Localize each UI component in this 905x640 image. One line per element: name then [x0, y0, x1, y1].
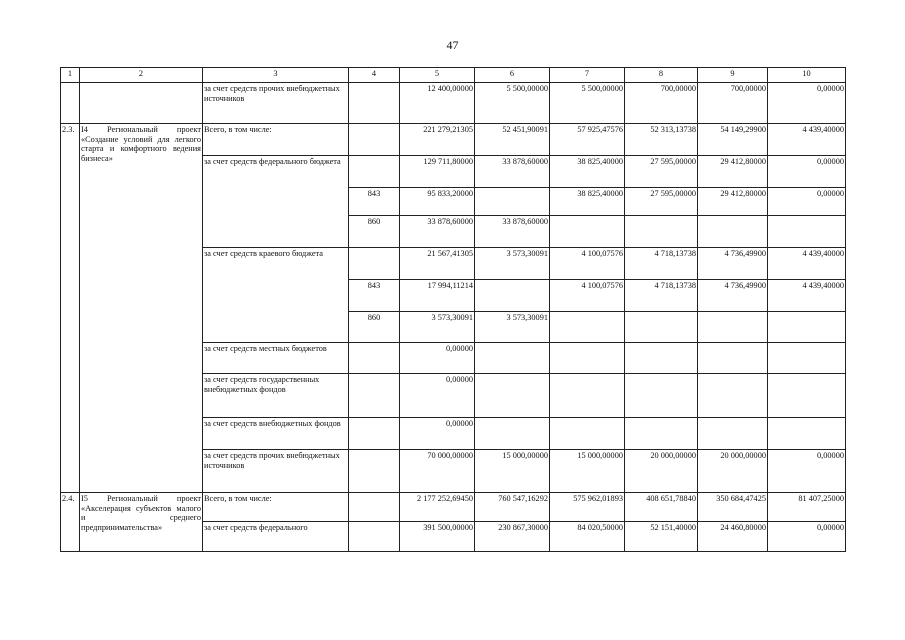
- value-col8: 700,00000: [625, 83, 698, 124]
- value-col10: [768, 374, 846, 418]
- value-col6: 33 878,60000: [475, 156, 550, 188]
- value-col9: 54 149,29900: [698, 124, 768, 156]
- page-number: 47: [446, 38, 459, 52]
- value-col9: 350 684,47425: [698, 493, 768, 522]
- header-cell-7: 7: [550, 68, 625, 83]
- header-cell-3: 3: [203, 68, 349, 83]
- value-col5: 3 573,30091: [400, 312, 475, 343]
- value-col5: 391 500,00000: [400, 522, 475, 552]
- value-col6: 230 867,30000: [475, 522, 550, 552]
- value-col10: 0,00000: [768, 83, 846, 124]
- code-cell: [349, 343, 400, 374]
- table-body: [61, 68, 846, 552]
- value-col9: [698, 216, 768, 248]
- value-col6: 3 573,30091: [475, 312, 550, 343]
- header-cell-1: 1: [61, 68, 80, 83]
- value-col6: [475, 418, 550, 450]
- project-name-cell: I4 Региональный проект «Создание условий для легкого старта и комфортного ведения бизнеса»: [80, 124, 203, 493]
- value-col5: 129 711,80000: [400, 156, 475, 188]
- value-col10: 81 407,25000: [768, 493, 846, 522]
- value-col5: 2 177 252,69450: [400, 493, 475, 522]
- code-cell: [349, 450, 400, 493]
- project-name-cell: [80, 83, 203, 124]
- value-col7: 38 825,40000: [550, 188, 625, 216]
- value-col8: 27 595,00000: [625, 188, 698, 216]
- value-col9: [698, 418, 768, 450]
- table-row: [61, 83, 846, 124]
- code-cell: [349, 374, 400, 418]
- value-col7: 15 000,00000: [550, 450, 625, 493]
- value-col5: 33 878,60000: [400, 216, 475, 248]
- value-col7: [550, 216, 625, 248]
- value-col10: [768, 343, 846, 374]
- value-col5: 17 994,11214: [400, 280, 475, 312]
- source-label: Всего, в том числе:: [203, 493, 349, 522]
- code-cell: [349, 124, 400, 156]
- value-col7: 5 500,00000: [550, 83, 625, 124]
- value-col6: 760 547,16292: [475, 493, 550, 522]
- value-col10: 0,00000: [768, 156, 846, 188]
- value-col5: 0,00000: [400, 418, 475, 450]
- value-col5: 0,00000: [400, 343, 475, 374]
- code-cell: [349, 522, 400, 552]
- source-label: за счет средств федерального бюджета: [203, 156, 349, 248]
- value-col6: [475, 343, 550, 374]
- header-cell-6: 6: [475, 68, 550, 83]
- value-col9: [698, 374, 768, 418]
- value-col10: 4 439,40000: [768, 280, 846, 312]
- value-col9: 4 736,49900: [698, 248, 768, 280]
- code-cell: [349, 493, 400, 522]
- value-col9: 4 736,49900: [698, 280, 768, 312]
- row-number-cell: [61, 83, 80, 124]
- header-cell-5: 5: [400, 68, 475, 83]
- source-label: за счет средств прочих внебюджетных источников: [203, 450, 349, 493]
- value-col9: 29 412,80000: [698, 188, 768, 216]
- header-cell-8: 8: [625, 68, 698, 83]
- value-col5: 70 000,00000: [400, 450, 475, 493]
- value-col6: 52 451,90091: [475, 124, 550, 156]
- header-cell-2: 2: [80, 68, 203, 83]
- value-col6: [475, 188, 550, 216]
- code-cell: 860: [349, 312, 400, 343]
- source-label: за счет средств внебюджетных фондов: [203, 418, 349, 450]
- budget-table: [60, 67, 846, 552]
- code-cell: [349, 156, 400, 188]
- value-col8: [625, 216, 698, 248]
- value-col7: 4 100,07576: [550, 248, 625, 280]
- source-label: за счет средств федерального: [203, 522, 349, 552]
- value-col7: [550, 312, 625, 343]
- value-col10: [768, 216, 846, 248]
- table-row: [61, 124, 846, 156]
- value-col10: 0,00000: [768, 450, 846, 493]
- header-cell-4: 4: [349, 68, 400, 83]
- value-col6: 15 000,00000: [475, 450, 550, 493]
- value-col10: 4 439,40000: [768, 124, 846, 156]
- source-label: за счет средств государственных внебюджетных фондов: [203, 374, 349, 418]
- value-col5: 21 567,41305: [400, 248, 475, 280]
- value-col7: 575 962,01893: [550, 493, 625, 522]
- value-col6: [475, 374, 550, 418]
- value-col7: [550, 418, 625, 450]
- value-col8: [625, 312, 698, 343]
- value-col8: [625, 374, 698, 418]
- source-label: за счет средств местных бюджетов: [203, 343, 349, 374]
- value-col7: [550, 343, 625, 374]
- value-col10: 0,00000: [768, 188, 846, 216]
- value-col8: 4 718,13738: [625, 248, 698, 280]
- value-col5: 95 833,20000: [400, 188, 475, 216]
- value-col10: [768, 312, 846, 343]
- value-col7: 57 925,47576: [550, 124, 625, 156]
- value-col8: 408 651,78840: [625, 493, 698, 522]
- value-col5: 0,00000: [400, 374, 475, 418]
- value-col9: 20 000,00000: [698, 450, 768, 493]
- code-cell: [349, 248, 400, 280]
- value-col6: 5 500,00000: [475, 83, 550, 124]
- value-col7: [550, 374, 625, 418]
- code-cell: 843: [349, 188, 400, 216]
- value-col9: [698, 312, 768, 343]
- source-label: за счет средств прочих внебюджетных источников: [203, 83, 349, 124]
- header-cell-9: 9: [698, 68, 768, 83]
- value-col9: 700,00000: [698, 83, 768, 124]
- value-col10: 0,00000: [768, 522, 846, 552]
- value-col8: [625, 343, 698, 374]
- source-label: Всего, в том числе:: [203, 124, 349, 156]
- value-col7: 4 100,07576: [550, 280, 625, 312]
- code-cell: 843: [349, 280, 400, 312]
- code-cell: [349, 418, 400, 450]
- value-col6: 3 573,30091: [475, 248, 550, 280]
- value-col7: 84 020,50000: [550, 522, 625, 552]
- value-col5: 12 400,00000: [400, 83, 475, 124]
- value-col5: 221 279,21305: [400, 124, 475, 156]
- header-row: [61, 68, 846, 83]
- header-cell-10: 10: [768, 68, 846, 83]
- value-col9: 24 460,80000: [698, 522, 768, 552]
- value-col7: 38 825,40000: [550, 156, 625, 188]
- row-number-cell: 2.3.: [61, 124, 80, 493]
- value-col6: 33 878,60000: [475, 216, 550, 248]
- value-col9: [698, 343, 768, 374]
- table-row: [61, 493, 846, 522]
- value-col10: 4 439,40000: [768, 248, 846, 280]
- value-col8: 52 313,13738: [625, 124, 698, 156]
- project-name-cell: I5 Региональный проект «Акселерация субъектов малого и среднего предпринимательства»: [80, 493, 203, 552]
- value-col10: [768, 418, 846, 450]
- value-col8: 4 718,13738: [625, 280, 698, 312]
- code-cell: [349, 83, 400, 124]
- row-number-cell: 2.4.: [61, 493, 80, 552]
- value-col9: 29 412,80000: [698, 156, 768, 188]
- source-label: за счет средств краевого бюджета: [203, 248, 349, 343]
- value-col8: 52 151,40000: [625, 522, 698, 552]
- value-col8: 27 595,00000: [625, 156, 698, 188]
- value-col8: 20 000,00000: [625, 450, 698, 493]
- value-col8: [625, 418, 698, 450]
- value-col6: [475, 280, 550, 312]
- code-cell: 860: [349, 216, 400, 248]
